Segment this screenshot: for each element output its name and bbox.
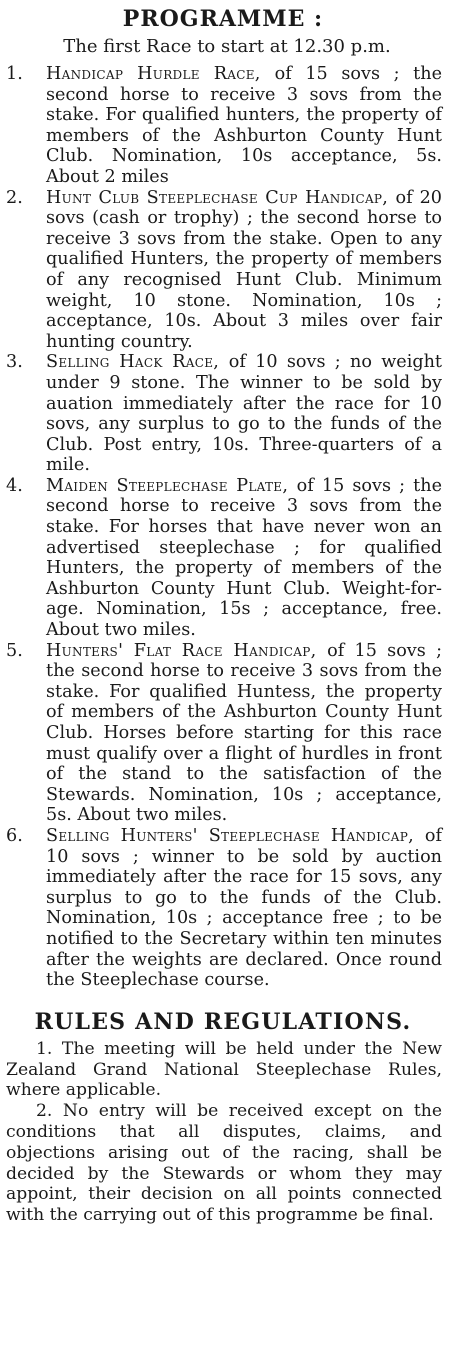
race-number: 6. [6, 825, 23, 846]
race-number: 5. [6, 640, 23, 661]
race-item-6 [4, 826, 442, 991]
race-title: Selling Hunters' Steeplechase Handicap, [46, 825, 425, 846]
programme-intro: The first Race to start at 12.30 p.m. [63, 36, 391, 57]
race-item-3 [4, 352, 442, 476]
race-details: of 20 sovs (cash or trophy) ; the second horse to receive 3 sovs from the stake. Open to any qualified Hunters, the property of members of any recognised Hunt Club. Minimum weight, 10 stone. Nomination, 10s ; acceptance, 10s. About 3 miles over fair hunting country. [46, 187, 442, 352]
rule-item-1: 1. The meeting will be held under the New Zealand Grand National Steeplechase Rules, where applicable. [6, 1038, 442, 1101]
rule-item-2: 2. No entry will be received except on the conditions that all disputes, claims, and objections arising out of the racing, shall be decided by the Stewards or whom they may appoint, their decision on all points connected with the carrying out of this programme be final. [6, 1101, 442, 1226]
race-number: 4. [6, 475, 23, 496]
race-number: 2. [6, 187, 23, 208]
race-details: of 15 sovs ; the second horse to receive 3 sovs from the stake. For qualified hunters, the property of members of the Ashburton County Hunt Club. Nomination, 10s acceptance, 5s. About 2 miles [46, 64, 442, 187]
race-title: Handicap Hurdle Race, [46, 64, 275, 84]
race-details: of 10 sovs ; no weight under 9 stone. The winner to be sold by auation immediately after the race for 10 sovs, any surplus to go to the funds of the Club. Post entry, 10s. Three-quarters of a mile. [46, 352, 442, 476]
race-item-2 [4, 188, 442, 353]
race-title: Selling Hack Race, [46, 352, 229, 373]
race-number: 3. [6, 352, 23, 373]
rules-heading: RULES AND REGULATIONS. [34, 1008, 412, 1035]
race-item-5 [4, 641, 442, 826]
race-title: Hunters' Flat Race Handicap, [46, 640, 328, 661]
race-title: Maiden Steeplechase Plate, [46, 475, 297, 496]
race-item-4 [4, 476, 442, 641]
race-number: 1. [6, 64, 23, 84]
race-item-1 [4, 64, 442, 188]
race-details: of 15 sovs ; the second horse to receive 3 sovs from the stake. For qualified Huntess, the property of members of the Ashburton County Hunt Club. Horses before starting for this race must qualify over a flight of hurdles in front of the stand to the satisfaction of the Stewards. Nomination, 10s ; acceptance, 5s. About two miles. [46, 640, 442, 826]
race-details: of 10 sovs ; winner to be sold by auction immediately after the race for 15 sovs, any surplus to go to the funds of the Club. Nomination, 10s ; acceptance free ; to be notified to the Secretary within ten minutes after the weights are declared. Once round the Steeplechase course. [46, 825, 442, 991]
programme-heading: PROGRAMME : [122, 6, 324, 32]
race-details: of 15 sovs ; the second horse to receive 3 sovs from the stake. For horses that have never won an advertised steeplechase ; for qualified Hunters, the property of members of the Ashburton County Hunt Club. Weight-for-age. Nomination, 15s ; acceptance, free. About two miles. [46, 475, 442, 641]
race-title: Hunt Club Steeplechase Cup Handicap, [46, 187, 396, 208]
